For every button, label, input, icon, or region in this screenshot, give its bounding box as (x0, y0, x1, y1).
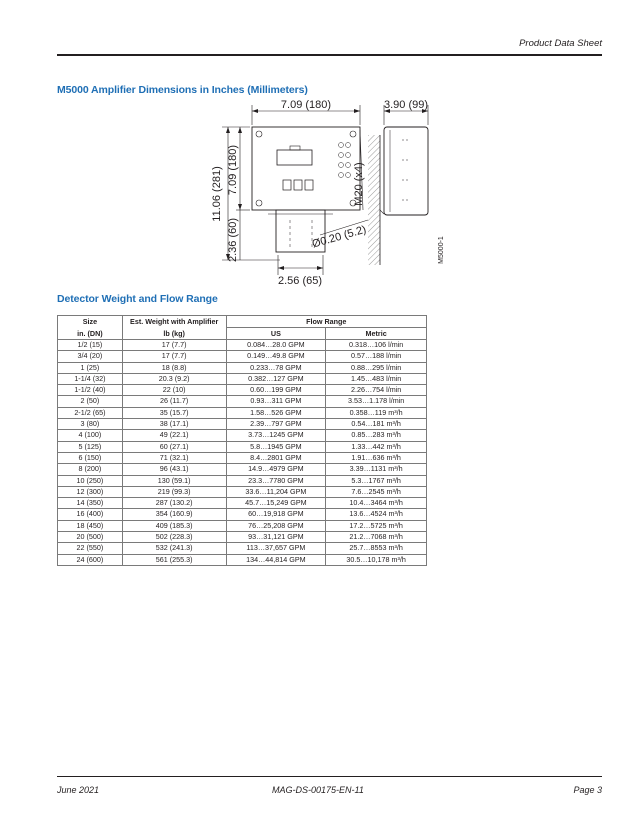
footer-date: June 2021 (57, 785, 100, 795)
cell-weight: 71 (32.1) (122, 452, 226, 463)
weight-flow-table (57, 315, 427, 566)
cell-size: 10 (250) (58, 475, 123, 486)
side-view (368, 127, 428, 265)
cell-flow-metric: 1.91…636 m³/h (326, 452, 427, 463)
header-weight: Est. Weight with Amplifier (122, 316, 226, 328)
keypad-button (305, 180, 313, 190)
cell-flow-us: 113…37,657 GPM (226, 543, 326, 554)
cell-weight: 287 (130.2) (122, 498, 226, 509)
cell-flow-metric: 0.85…283 m³/h (326, 430, 427, 441)
display-window (277, 150, 312, 165)
cell-weight: 49 (22.1) (122, 430, 226, 441)
cell-size: 12 (300) (58, 486, 123, 497)
dim-stem-height-label: 2.36 (60) (227, 217, 239, 263)
table-row (58, 464, 427, 475)
cell-size: 8 (200) (58, 464, 123, 475)
footer-page: Page 3 (573, 785, 602, 795)
cell-flow-metric: 21.2…7068 m³/h (326, 532, 427, 543)
cell-size: 6 (150) (58, 452, 123, 463)
table-row (58, 520, 427, 531)
table-row (58, 441, 427, 452)
table-row (58, 340, 427, 351)
cell-weight: 561 (255.3) (122, 554, 226, 565)
cell-flow-us: 33.6…11,204 GPM (226, 486, 326, 497)
table-row (58, 351, 427, 362)
cell-flow-metric: 0.358…119 m³/h (326, 407, 427, 418)
header-weight-unit: lb (kg) (122, 328, 226, 340)
cell-flow-us: 2.39…797 GPM (226, 419, 326, 430)
cell-size: 3 (80) (58, 419, 123, 430)
cell-flow-metric: 17.2…5725 m³/h (326, 520, 427, 531)
section-title-weight-flow: Detector Weight and Flow Range (57, 293, 218, 305)
mounting-wall (368, 135, 380, 265)
dim-stem-width-label: 2.56 (65) (277, 275, 323, 287)
cell-weight: 17 (7.7) (122, 340, 226, 351)
cell-size: 14 (350) (58, 498, 123, 509)
cell-weight: 22 (10) (122, 385, 226, 396)
cell-flow-us: 0.149…49.8 GPM (226, 351, 326, 362)
header-flow-range: Flow Range (226, 316, 426, 328)
cell-flow-us: 5.8…1945 GPM (226, 441, 326, 452)
dim-depth-label: 3.90 (99) (383, 99, 429, 111)
cell-weight: 219 (99.3) (122, 486, 226, 497)
footer-doc-number: MAG-DS-00175-EN-11 (272, 785, 364, 795)
footer-rule (57, 776, 602, 777)
dim-total-height-label: 11.06 (281) (211, 166, 223, 222)
table-row (58, 475, 427, 486)
header-title: Product Data Sheet (519, 38, 602, 49)
section-title-dimensions: M5000 Amplifier Dimensions in Inches (Millimeters) (57, 84, 308, 96)
cell-flow-metric: 1.45…483 l/min (326, 373, 427, 384)
cell-flow-us: 8.4…2801 GPM (226, 452, 326, 463)
dim-conduit-label: M20 (x4) (353, 162, 365, 206)
screw-icon (256, 131, 262, 137)
cell-size: 2 (50) (58, 396, 123, 407)
header-size-unit: in. (DN) (58, 328, 123, 340)
cell-weight: 38 (17.1) (122, 419, 226, 430)
dim-body-height-label: 7.09 (180) (227, 144, 239, 196)
table-row (58, 498, 427, 509)
table-row (58, 543, 427, 554)
cell-flow-us: 134…44,814 GPM (226, 554, 326, 565)
table-row (58, 486, 427, 497)
cell-flow-us: 0.60…199 GPM (226, 385, 326, 396)
cell-weight: 35 (15.7) (122, 407, 226, 418)
cell-flow-metric: 0.88…295 l/min (326, 362, 427, 373)
cell-weight: 18 (8.8) (122, 362, 226, 373)
cell-flow-metric: 13.6…4524 m³/h (326, 509, 427, 520)
cell-size: 1/2 (15) (58, 340, 123, 351)
cell-weight: 20.3 (9.2) (122, 373, 226, 384)
cell-flow-metric: 1.33…442 m³/h (326, 441, 427, 452)
dimension-drawing (0, 0, 638, 300)
cell-size: 18 (450) (58, 520, 123, 531)
cell-flow-us: 0.084…28.0 GPM (226, 340, 326, 351)
screw-icon (256, 200, 262, 206)
table-row (58, 532, 427, 543)
cell-flow-us: 0.233…78 GPM (226, 362, 326, 373)
cell-flow-metric: 3.53…1.178 l/min (326, 396, 427, 407)
table-row (58, 554, 427, 565)
cell-flow-metric: 30.5…10,178 m³/h (326, 554, 427, 565)
cell-size: 1-1/2 (40) (58, 385, 123, 396)
cell-weight: 354 (160.9) (122, 509, 226, 520)
cell-flow-us: 45.7…15,249 GPM (226, 498, 326, 509)
cell-flow-metric: 3.39…1131 m³/h (326, 464, 427, 475)
cell-size: 1 (25) (58, 362, 123, 373)
cell-size: 24 (600) (58, 554, 123, 565)
cell-size: 3/4 (20) (58, 351, 123, 362)
header-size: Size (58, 316, 123, 328)
table-row (58, 430, 427, 441)
cell-flow-us: 76…25,208 GPM (226, 520, 326, 531)
cell-weight: 532 (241.3) (122, 543, 226, 554)
drawing-id: M5000-1 (438, 236, 445, 264)
cell-flow-us: 14.9…4979 GPM (226, 464, 326, 475)
cell-weight: 96 (43.1) (122, 464, 226, 475)
cell-flow-us: 60…19,918 GPM (226, 509, 326, 520)
cell-flow-us: 3.73…1245 GPM (226, 430, 326, 441)
cell-flow-metric: 10.4…3464 m³/h (326, 498, 427, 509)
cell-size: 4 (100) (58, 430, 123, 441)
table-row (58, 407, 427, 418)
cell-flow-metric: 7.6…2545 m³/h (326, 486, 427, 497)
cell-weight: 502 (228.3) (122, 532, 226, 543)
cell-flow-metric: 2.26…754 l/min (326, 385, 427, 396)
cell-flow-us: 93…31,121 GPM (226, 532, 326, 543)
cell-flow-us: 23.3…7780 GPM (226, 475, 326, 486)
cell-flow-metric: 25.7…8553 m³/h (326, 543, 427, 554)
cell-flow-us: 0.382…127 GPM (226, 373, 326, 384)
cell-size: 1-1/4 (32) (58, 373, 123, 384)
keypad-button (294, 180, 302, 190)
cell-flow-us: 0.93…311 GPM (226, 396, 326, 407)
cell-size: 5 (125) (58, 441, 123, 452)
screw-icon (350, 131, 356, 137)
table-row (58, 452, 427, 463)
cell-flow-metric: 0.54…181 m³/h (326, 419, 427, 430)
cell-weight: 409 (185.3) (122, 520, 226, 531)
table-row (58, 509, 427, 520)
table-row (58, 396, 427, 407)
cell-size: 22 (550) (58, 543, 123, 554)
header-us: US (226, 328, 326, 340)
cell-flow-metric: 0.318…106 l/min (326, 340, 427, 351)
cell-flow-metric: 5.3…1767 m³/h (326, 475, 427, 486)
cell-flow-us: 1.58…526 GPM (226, 407, 326, 418)
cell-size: 2-1/2 (65) (58, 407, 123, 418)
cell-size: 20 (500) (58, 532, 123, 543)
cell-flow-metric: 0.57…188 l/min (326, 351, 427, 362)
dim-hole-label: Ø0.20 (5.2) (310, 223, 368, 251)
cell-weight: 26 (11.7) (122, 396, 226, 407)
table-row (58, 362, 427, 373)
table-row (58, 419, 427, 430)
cell-weight: 60 (27.1) (122, 441, 226, 452)
header-metric: Metric (326, 328, 427, 340)
table-row (58, 373, 427, 384)
cell-weight: 130 (59.1) (122, 475, 226, 486)
cell-weight: 17 (7.7) (122, 351, 226, 362)
cell-size: 16 (400) (58, 509, 123, 520)
table-row (58, 385, 427, 396)
dim-width-label: 7.09 (180) (280, 99, 332, 111)
keypad-button (283, 180, 291, 190)
